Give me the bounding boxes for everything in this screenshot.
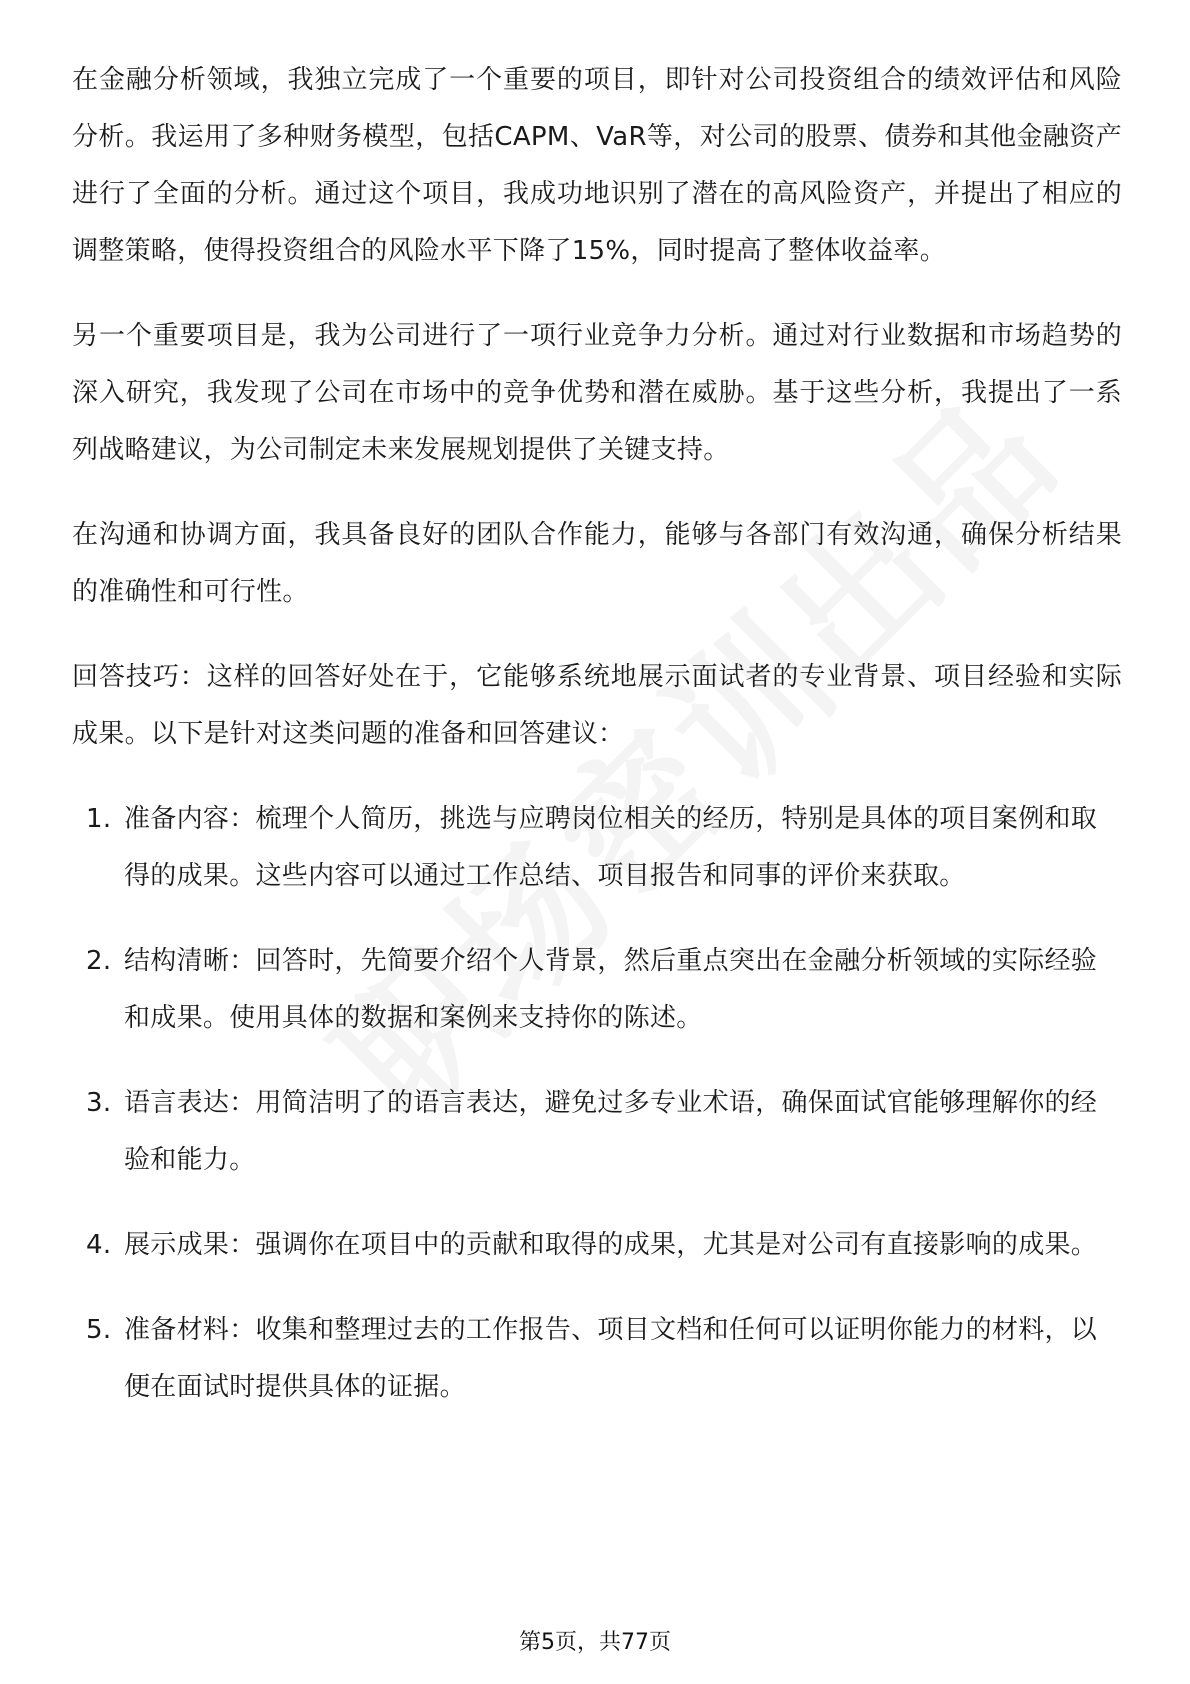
list-item-number: 1. — [86, 804, 112, 834]
paragraph-project-competitiveness: 另一个重要项目是，我为公司进行了一项行业竞争力分析。通过对行业数据和市场趋势的深入研究，我发现了公司在市场中的竞争优势和潜在威胁。基于这些分析，我提出了一系列战略建议，为公司制定未来发展规划提供了关键支持。 — [72, 321, 1122, 465]
list-item-text: 语言表达：用简洁明了的语言表达，避免过多专业术语，确保面试官能够理解你的经验和能力。 — [124, 1088, 1098, 1175]
tips-list — [72, 791, 1122, 1416]
page-number-footer: 第5页，共77页 — [519, 1630, 671, 1655]
list-item — [72, 1302, 1122, 1416]
paragraph-answer-tips: 回答技巧：这样的回答好处在于，它能够系统地展示面试者的专业背景、项目经验和实际成果。以下是针对这类问题的准备和回答建议： — [72, 662, 1122, 749]
list-item-number: 5. — [86, 1315, 112, 1345]
list-item-text: 准备内容：梳理个人简历，挑选与应聘岗位相关的经历，特别是具体的项目案例和取得的成果。这些内容可以通过工作总结、项目报告和同事的评价来获取。 — [124, 804, 1098, 891]
list-item-text: 结构清晰：回答时，先简要介绍个人背景，然后重点突出在金融分析领域的实际经验和成果。使用具体的数据和案例来支持你的陈述。 — [124, 946, 1098, 1033]
list-item — [72, 791, 1122, 905]
paragraph-project-portfolio: 在金融分析领域，我独立完成了一个重要的项目，即针对公司投资组合的绩效评估和风险分析。我运用了多种财务模型，包括CAPM、VaR等，对公司的股票、债券和其他金融资产进行了全面的分析。通过这个项目，我成功地识别了潜在的高风险资产，并提出了相应的调整策略，使得投资组合的风险水平下降了15%，同时提高了整体收益率。 — [72, 65, 1122, 266]
list-item — [72, 1075, 1122, 1189]
paragraph-communication: 在沟通和协调方面，我具备良好的团队合作能力，能够与各部门有效沟通，确保分析结果的准确性和可行性。 — [72, 520, 1122, 607]
list-item-number: 3. — [86, 1088, 112, 1118]
list-item-number: 4. — [86, 1230, 112, 1260]
list-item-text: 展示成果：强调你在项目中的贡献和取得的成果，尤其是对公司有直接影响的成果。 — [124, 1230, 1098, 1260]
list-item — [72, 933, 1122, 1047]
list-item-number: 2. — [86, 946, 112, 976]
list-item — [72, 1217, 1122, 1274]
list-item-text: 准备材料：收集和整理过去的工作报告、项目文档和任何可以证明你能力的材料，以便在面试时提供具体的证据。 — [124, 1315, 1098, 1402]
page-content — [72, 52, 1122, 1444]
